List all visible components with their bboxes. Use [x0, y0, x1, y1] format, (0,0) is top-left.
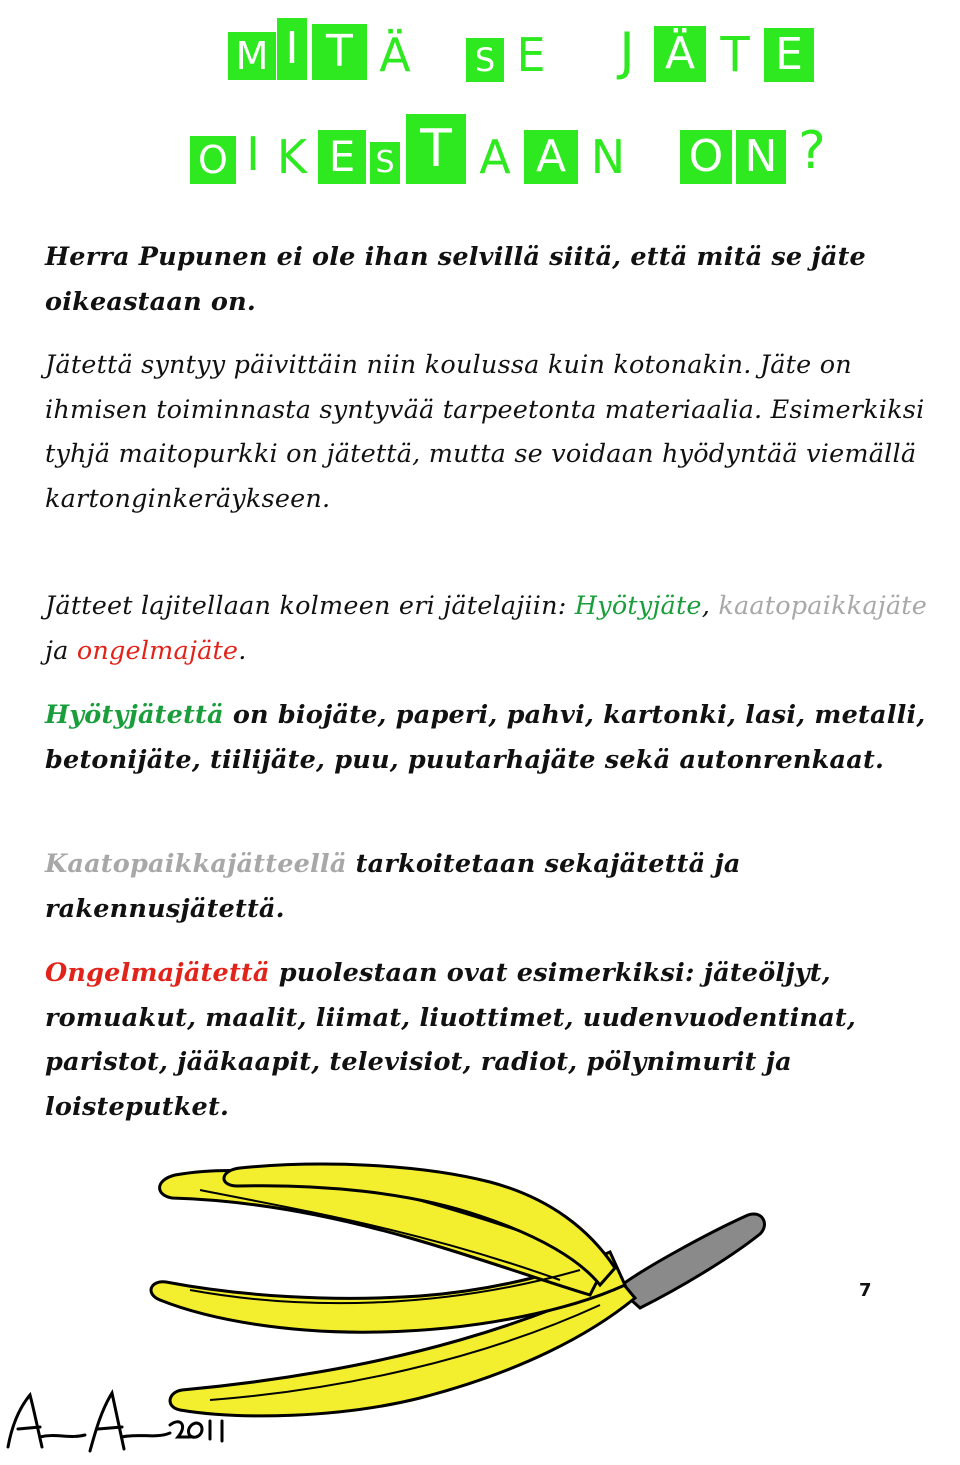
- page-number: 7: [859, 1280, 872, 1301]
- hyotyjate-paragraph: [45, 693, 945, 782]
- title-letter: T: [312, 24, 367, 80]
- title-line-2: [0, 108, 960, 198]
- ongelmajate-heading: Ongelmajätettä: [45, 958, 270, 988]
- title-letter: A: [470, 130, 520, 184]
- title-letter: Ä: [654, 26, 706, 82]
- conjunction: ja: [45, 635, 77, 666]
- separator: ,: [701, 591, 719, 621]
- title-letter: M: [228, 32, 276, 80]
- title-letter: N: [736, 130, 786, 184]
- title-letter: E: [764, 28, 814, 82]
- title-letter: T: [710, 28, 760, 82]
- categories-paragraph: [45, 584, 945, 673]
- title-letter: T: [406, 114, 466, 184]
- artist-signature: [0, 1385, 240, 1460]
- title-letter: I: [240, 124, 266, 184]
- title-letter: A: [524, 130, 578, 184]
- title-letter: I: [277, 18, 307, 80]
- kaatopaikka-heading: Kaatopaikkajätteellä: [45, 849, 347, 879]
- ongelmajate-paragraph: [45, 951, 945, 1129]
- title-line-1: [0, 10, 960, 100]
- title-letter: S: [466, 38, 504, 82]
- kaatopaikka-paragraph: [45, 842, 945, 931]
- intro-paragraph: Herra Pupunen ei ole ihan selvillä siitä, että mitä se jäte oikeastaan on.: [45, 242, 866, 317]
- title-letter: ?: [790, 118, 834, 184]
- title-letter: K: [270, 130, 314, 184]
- ongelmajate-description: puolestaan ovat esimerkiksi: jäteöljyt, romuakut, maalit, liimat, liuottimet, uudenvuodentinat, paristot, jääkaapit, televisiot, radiot, pölynimurit ja loisteputket.: [45, 958, 856, 1122]
- hyotyjate-heading: Hyötyjätettä: [45, 700, 224, 730]
- kaatopaikkajate-term: kaatopaikkajäte: [718, 591, 928, 621]
- title-letter: Ä: [370, 28, 420, 82]
- ongelmajate-term: ongelmajäte: [76, 635, 239, 666]
- title-letter: S: [370, 142, 400, 184]
- period: .: [238, 635, 247, 666]
- definition-paragraph: Jätettä syntyy päivittäin niin koulussa kuin kotonakin. Jäte on ihmisen toiminnasta syntyvää tarpeetonta materiaalia. Esimerkiksi tyhjä maitopurkki on jätettä, mutta se voidaan hyödyntää viemällä kartonginkeräykseen.: [45, 350, 925, 514]
- title-letter: O: [190, 136, 236, 184]
- kaatopaikka-description: tarkoitetaan sekajätettä ja rakennusjätettä.: [45, 849, 741, 924]
- title-letter: N: [582, 130, 634, 184]
- hyotyjate-description: on biojäte, paperi, pahvi, kartonki, lasi, metalli, betonijäte, tiilijäte, puu, puutarhajäte sekä autonrenkaat.: [45, 700, 926, 775]
- title-letter: O: [680, 130, 732, 184]
- categories-intro: Jätteet lajitellaan kolmeen eri jätelajiin:: [45, 591, 575, 621]
- hyotyjate-term: Hyötyjäte: [574, 591, 702, 621]
- title-letter: J: [602, 22, 652, 82]
- title-letter: E: [318, 130, 366, 184]
- title-letter: E: [508, 28, 554, 82]
